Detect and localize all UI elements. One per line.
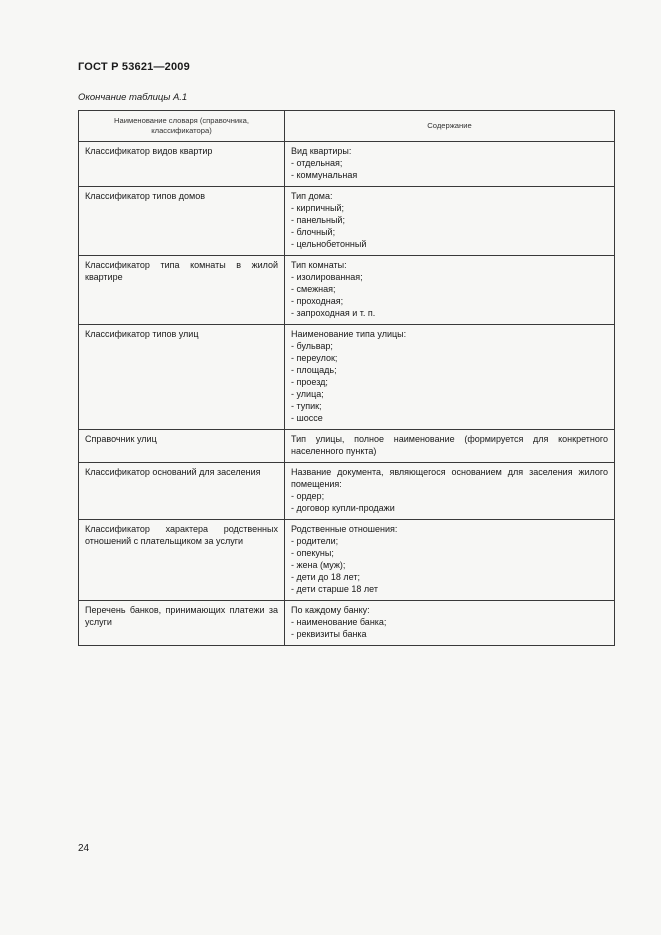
dictionary-table bbox=[78, 110, 615, 646]
list-item: - шоссе bbox=[291, 412, 608, 424]
list-item: - проходная; bbox=[291, 295, 608, 307]
list-item: - жена (муж); bbox=[291, 559, 608, 571]
list-item: - опекуны; bbox=[291, 547, 608, 559]
content-cell bbox=[285, 430, 615, 463]
list-item: - дети до 18 лет; bbox=[291, 571, 608, 583]
content-title: По каждому банку: bbox=[291, 605, 370, 615]
content-title: Тип улицы, полное наименование (формируется для конкретного населенного пункта) bbox=[291, 434, 608, 456]
content-cell bbox=[285, 520, 615, 601]
list-item: - запроходная и т. п. bbox=[291, 307, 608, 319]
content-cell bbox=[285, 256, 615, 325]
table-row bbox=[79, 430, 615, 463]
list-item: - отдельная; bbox=[291, 157, 608, 169]
content-title: Тип комнаты: bbox=[291, 260, 347, 270]
list-item: - площадь; bbox=[291, 364, 608, 376]
list-item: - кирпичный; bbox=[291, 202, 608, 214]
dictionary-name-cell: Классификатор характера родственных отношений с плательщиком за услуги bbox=[79, 520, 285, 601]
list-item: - бульвар; bbox=[291, 340, 608, 352]
content-list bbox=[291, 157, 608, 181]
content-cell bbox=[285, 463, 615, 520]
list-item: - родители; bbox=[291, 535, 608, 547]
content-cell bbox=[285, 325, 615, 430]
list-item: - блочный; bbox=[291, 226, 608, 238]
table-row bbox=[79, 325, 615, 430]
list-item: - ордер; bbox=[291, 490, 608, 502]
content-list bbox=[291, 340, 608, 424]
dictionary-name-cell: Справочник улиц bbox=[79, 430, 285, 463]
content-list bbox=[291, 490, 608, 514]
content-cell bbox=[285, 187, 615, 256]
table-row bbox=[79, 256, 615, 325]
content-cell bbox=[285, 601, 615, 646]
content-list bbox=[291, 535, 608, 595]
header-dictionary-name: Наименование словаря (справочника, классификатора) bbox=[79, 111, 285, 142]
list-item: - проезд; bbox=[291, 376, 608, 388]
content-list bbox=[291, 271, 608, 319]
content-title: Тип дома: bbox=[291, 191, 333, 201]
content-title: Родственные отношения: bbox=[291, 524, 398, 534]
table-row bbox=[79, 142, 615, 187]
content-list bbox=[291, 202, 608, 250]
list-item: - коммунальная bbox=[291, 169, 608, 181]
list-item: - договор купли-продажи bbox=[291, 502, 608, 514]
dictionary-name-cell: Классификатор типов домов bbox=[79, 187, 285, 256]
list-item: - цельнобетонный bbox=[291, 238, 608, 250]
list-item: - панельный; bbox=[291, 214, 608, 226]
table-row bbox=[79, 187, 615, 256]
content-list bbox=[291, 616, 608, 640]
page-number: 24 bbox=[78, 843, 90, 854]
table-header-row bbox=[79, 111, 615, 142]
table-row bbox=[79, 520, 615, 601]
standard-title: ГОСТ Р 53621—2009 bbox=[78, 61, 190, 73]
list-item: - изолированная; bbox=[291, 271, 608, 283]
content-title: Вид квартиры: bbox=[291, 146, 352, 156]
list-item: - переулок; bbox=[291, 352, 608, 364]
table-caption: Окончание таблицы А.1 bbox=[78, 92, 188, 103]
table-row bbox=[79, 463, 615, 520]
list-item: - тупик; bbox=[291, 400, 608, 412]
list-item: - дети старше 18 лет bbox=[291, 583, 608, 595]
dictionary-name-cell: Перечень банков, принимающих платежи за услуги bbox=[79, 601, 285, 646]
list-item: - реквизиты банка bbox=[291, 628, 608, 640]
list-item: - наименование банка; bbox=[291, 616, 608, 628]
table-row bbox=[79, 601, 615, 646]
list-item: - улица; bbox=[291, 388, 608, 400]
dictionary-name-cell: Классификатор типов улиц bbox=[79, 325, 285, 430]
content-title: Наименование типа улицы: bbox=[291, 329, 407, 339]
list-item: - смежная; bbox=[291, 283, 608, 295]
content-cell bbox=[285, 142, 615, 187]
dictionary-name-cell: Классификатор видов квартир bbox=[79, 142, 285, 187]
dictionary-name-cell: Классификатор типа комнаты в жилой квартире bbox=[79, 256, 285, 325]
header-content: Содержание bbox=[285, 111, 615, 142]
dictionary-name-cell: Классификатор оснований для заселения bbox=[79, 463, 285, 520]
content-title: Название документа, являющегося основанием для заселения жилого помещения: bbox=[291, 467, 608, 489]
